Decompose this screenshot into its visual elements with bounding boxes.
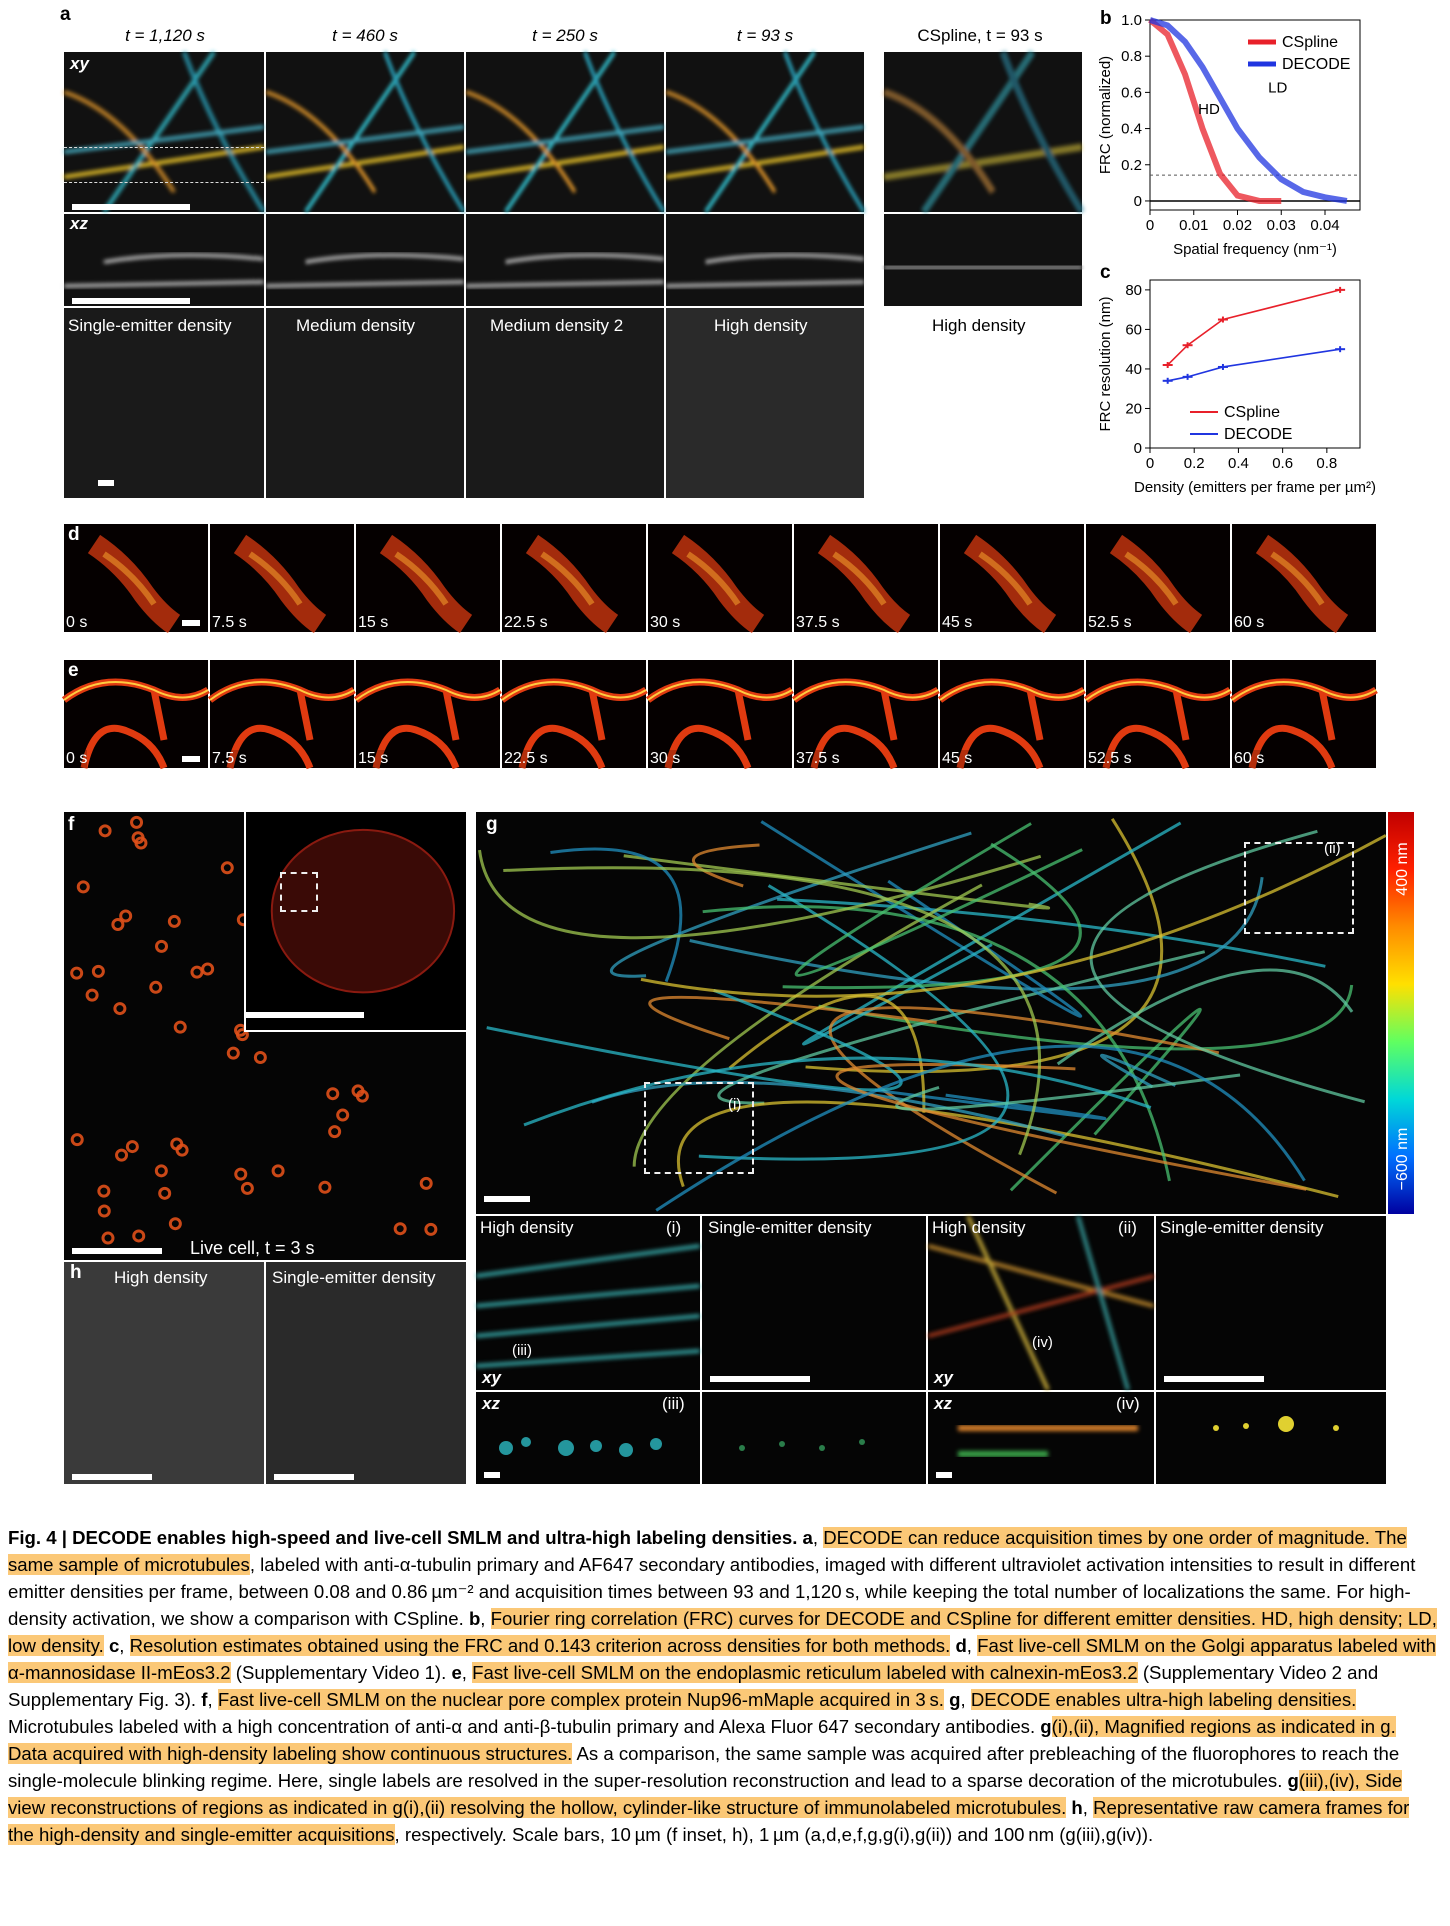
time-label: 22.5 s [504, 614, 548, 631]
scale-bar [72, 204, 190, 210]
golgi-frame [356, 524, 500, 632]
golgi-frame [1232, 524, 1376, 632]
panel-letter-e: e [68, 660, 79, 681]
frc-resolution-chart [1097, 266, 1400, 506]
golgi-frame [1086, 524, 1230, 632]
caption-letter: b [468, 1608, 481, 1629]
roi-i-high-density-xy [476, 1216, 700, 1390]
xy-label: xy [70, 54, 89, 73]
time-label: 30 s [650, 614, 681, 631]
roi-label-iv: (iv) [1032, 1334, 1053, 1351]
x-tick-label: 0.8 [1316, 455, 1338, 472]
y-tick-label: 20 [1125, 400, 1142, 418]
y-tick-label: 0.2 [1121, 156, 1142, 174]
scale-bar [274, 1474, 354, 1480]
legend-label: CSpline [1224, 404, 1281, 421]
caption-highlight: Fourier ring correlation (FRC) curves for DECODE and CSpline for different emitter densities. HD, high density; LD, low density. [8, 1608, 1437, 1656]
single-emitter-label: Single-emitter density [272, 1268, 436, 1287]
roi-label-iii: (iii) [662, 1394, 685, 1413]
caption-letter: g [949, 1689, 961, 1710]
single-emitter-label: Single-emitter density [1160, 1218, 1324, 1237]
high-density-label: High density [480, 1218, 574, 1237]
panel-letter-c: c [1100, 262, 1111, 283]
colorbar-bottom-label: −600 nm [1394, 1127, 1411, 1191]
caption-highlight: (i),(ii), Magnified regions as indicated in g. Data acquired with high-density labeling show continuous structures. [8, 1716, 1396, 1764]
live-cell-label: Live cell, t = 3 s [190, 1238, 315, 1258]
x-tick-label: 0.6 [1272, 455, 1294, 472]
scale-bar [72, 298, 190, 304]
caption-text: As a comparison, the same sample was acquired after prebleaching of the fluorophores to reach the single-molecule blinking regime. Here, single labels are resolved in the super-resolution reconstruction and lead to a sparse decoration of the microtubules. [8, 1743, 1400, 1791]
density-label: High density [932, 316, 1026, 335]
raw-frame-image [466, 308, 664, 498]
xy-label: xy [934, 1368, 953, 1387]
roi-label-ii: (ii) [1118, 1218, 1137, 1237]
caption-letter: e [451, 1662, 462, 1683]
cspline-xy-image [884, 52, 1082, 212]
y-tick-label: 80 [1125, 281, 1142, 299]
time-label: 45 s [942, 614, 973, 631]
x-tick-label: 0.02 [1222, 217, 1253, 234]
microtubule-xz-image [64, 214, 264, 306]
scale-bar [1164, 1376, 1264, 1382]
caption-highlight: DECODE enables ultra-high labeling densities. [970, 1689, 1357, 1710]
time-label: 45 s [942, 750, 973, 767]
scale-bar [182, 756, 200, 762]
time-label: 7.5 s [212, 750, 247, 767]
scale-bar [710, 1376, 810, 1382]
caption-text: , respectively. Scale bars, 10 µm (f inset, h), 1 µm (a,d,e,f,g,g(i),g(ii)) and 100 nm (g(iii),g(iv)). [394, 1824, 1154, 1845]
annotation-hd: HD [1198, 101, 1220, 119]
panel-letter-b: b [1100, 8, 1112, 29]
x-tick-label: 0.2 [1183, 455, 1205, 472]
scale-bar [98, 480, 114, 486]
roi-label-iv: (iv) [1116, 1394, 1140, 1413]
golgi-frame [502, 524, 646, 632]
density-label: Medium density 2 [490, 316, 624, 335]
column-title: t = 93 s [736, 26, 794, 45]
golgi-frame [210, 524, 354, 632]
high-density-label: High density [932, 1218, 1026, 1237]
y-tick-label: 40 [1125, 360, 1142, 378]
y-tick-label: 0.6 [1121, 84, 1142, 102]
roi-label-ii: (ii) [1324, 840, 1341, 857]
roi-iii-xz-high [476, 1392, 700, 1484]
frc-curve-chart [1097, 10, 1380, 260]
time-label: 37.5 s [796, 750, 840, 767]
caption-highlight: Fast live-cell SMLM on the endoplasmic reticulum labeled with calnexin-mEos3.2 [472, 1662, 1138, 1683]
caption-highlight: (iii),(iv), Side view reconstructions of regions as indicated in g(i),(ii) resolving the hollow, cylinder-like structure of immunolabeled microtubules. [8, 1770, 1403, 1818]
scale-bar [72, 1248, 162, 1254]
colorbar-top-label: 400 nm [1394, 842, 1411, 896]
time-label: 0 s [66, 750, 88, 767]
column-title: CSpline, t = 93 s [917, 26, 1043, 45]
x-tick-label: 0.04 [1310, 217, 1340, 234]
single-emitter-label: Single-emitter density [708, 1218, 872, 1237]
roi-ii-single-emitter-xy [1156, 1216, 1386, 1390]
golgi-frame [794, 524, 938, 632]
time-label: 60 s [1234, 750, 1265, 767]
microtubule-xz-image [666, 214, 864, 306]
er-frame [794, 660, 938, 768]
panel-letter-d: d [68, 524, 80, 545]
roi-i-single-emitter-xy [702, 1216, 926, 1390]
caption-letter: a [802, 1527, 813, 1548]
raw-frame-single-emitter [266, 1262, 466, 1484]
y-tick-label: 0.8 [1121, 48, 1142, 66]
er-frame [648, 660, 792, 768]
x-tick-label: 0.03 [1266, 217, 1296, 234]
nuclear-pore-image [64, 812, 466, 1260]
caption-highlight: Resolution estimates obtained using the FRC and 0.143 criterion across densities for both methods. [129, 1635, 951, 1656]
xy-label: xy [482, 1368, 501, 1387]
caption-text: Microtubules labeled with a high concentration of anti-α and anti-β-tubulin primary and Alexa Fluor 647 secondary antibodies. [8, 1716, 1041, 1737]
caption-letter: g [1040, 1716, 1052, 1737]
caption-text: (Supplementary Video 1). [230, 1662, 452, 1683]
golgi-frame [64, 524, 208, 632]
plot-frame [1150, 280, 1360, 448]
scale-bar [484, 1472, 500, 1478]
panel-letter-a: a [60, 4, 71, 25]
y-tick-label: 0 [1133, 440, 1142, 457]
x-tick-label: 0 [1145, 455, 1155, 472]
panel-letter-h: h [70, 1262, 82, 1283]
legend-label: DECODE [1224, 426, 1293, 443]
roi-iv-xz-single [1156, 1392, 1386, 1484]
roi-ii-high-density-xy [928, 1216, 1154, 1390]
annotation-ld: LD [1268, 79, 1288, 97]
time-label: 15 s [358, 750, 389, 767]
roi-label-i: (i) [666, 1218, 682, 1237]
x-axis-label: Spatial frequency (nm⁻¹) [1173, 241, 1337, 258]
er-frame [1232, 660, 1376, 768]
high-density-label: High density [114, 1268, 208, 1287]
roi-iii-xz-single [702, 1392, 926, 1484]
microtubule-overview [476, 812, 1386, 1214]
panel-letter-g: g [486, 814, 498, 835]
caption-highlight: DECODE can reduce acquisition times by one order of magnitude. The same sample of microtubules [8, 1527, 1407, 1575]
roi-label-i: (i) [728, 1096, 742, 1113]
y-tick-label: 60 [1125, 321, 1142, 339]
caption-letter: d [955, 1635, 967, 1656]
caption-letter: c [108, 1635, 120, 1656]
x-tick-label: 0 [1145, 217, 1155, 234]
figure-label: Fig. 4 | DECODE enables high-speed and live-cell SMLM and ultra-high labeling densities. [8, 1527, 798, 1548]
caption-highlight: Fast live-cell SMLM on the Golgi apparatus labeled with α-mannosidase II-mEos3.2 [8, 1635, 1437, 1683]
caption-text: (Supplementary Video 2 and Supplementary Fig. 3). [8, 1662, 1379, 1710]
x-tick-label: 0.4 [1227, 455, 1249, 472]
density-label: Single-emitter density [68, 316, 232, 335]
microtubule-xz-image [266, 214, 464, 306]
xz-label: xz [70, 214, 88, 233]
er-frame [1086, 660, 1230, 768]
legend-label: CSpline [1282, 34, 1339, 51]
y-tick-label: 1.0 [1121, 12, 1142, 29]
er-frame [64, 660, 208, 768]
microtubule-xz-image [466, 214, 664, 306]
time-label: 15 s [358, 614, 389, 631]
raw-frame-high-density [64, 1262, 264, 1484]
scale-bar [72, 1474, 152, 1480]
raw-frame-image [64, 308, 264, 498]
cspline-xz-image [884, 214, 1082, 306]
caption-highlight: Fast live-cell SMLM on the nuclear pore complex protein Nup96-mMaple acquired in 3 s. [217, 1689, 944, 1710]
roi-iv-xz-high [928, 1392, 1154, 1484]
x-tick-label: 0.01 [1179, 217, 1209, 234]
scale-bar [182, 620, 200, 626]
caption-letter: h [1071, 1797, 1083, 1818]
caption-text: , labeled with anti-α-tubulin primary and AF647 secondary antibodies, imaged with different ultraviolet activation intensities to result in different emitter densities per frame, between 0.08 and 0.86 µm⁻² and acquisition times between 93 and 1,120 s, while keeping the total number of localizations the same. For high-density activation, we show a comparison with CSpline. [8, 1554, 1416, 1629]
er-frame [940, 660, 1084, 768]
y-axis-label: FRC (normalized) [1097, 55, 1114, 175]
er-frame [210, 660, 354, 768]
x-axis-label: Density (emitters per frame per µm²) [1133, 479, 1377, 496]
nucleus-inset [244, 812, 466, 1032]
xz-label: xz [934, 1394, 952, 1413]
microtubule-xy-image [266, 52, 464, 212]
scale-bar [936, 1472, 952, 1478]
panel-letter-f: f [68, 814, 75, 835]
raw-frame-image [666, 308, 864, 498]
time-label: 37.5 s [796, 614, 840, 631]
roi-label-iii: (iii) [512, 1342, 532, 1359]
time-label: 60 s [1234, 614, 1265, 631]
time-label: 30 s [650, 750, 681, 767]
time-label: 22.5 s [504, 750, 548, 767]
series-line-DECODE [1168, 349, 1340, 381]
density-label: Medium density [296, 316, 416, 335]
column-title: t = 250 s [532, 26, 598, 45]
y-tick-label: 0.4 [1121, 120, 1142, 138]
xz-label: xz [482, 1394, 500, 1413]
y-tick-label: 0 [1133, 192, 1142, 210]
figure-caption: Fig. 4 | DECODE enables high-speed and live-cell SMLM and ultra-high labeling densities. a, DECODE can reduce acquisition times by one order of magnitude. The same sample of microtubules, labeled with anti-α-tubulin primary and AF647 secondary antibodies, imaged with different ultraviolet activation intensities to result in different emitter densities per frame, between 0.08 and 0.86 µm⁻² and acquisition times between 93 and 1,120 s, while keeping the total number of localizations the same. For high-density activation, we show a comparison with CSpline. b, Fourier ring correlation (FRC) curves for DECODE and CSpline for different emitter densities. HD, high density; LD, low density. c, Resolution estimates obtained using the FRC and 0.143 criterion across densities for both methods. d, Fast live-cell SMLM on the Golgi apparatus labeled with α-mannosidase II-mEos3.2 (Supplementary Video 1). e, Fast live-cell SMLM on the endoplasmic reticulum labeled with calnexin-mEos3.2 (Supplementary Video 2 and Supplementary Fig. 3). f, Fast live-cell SMLM on the nuclear pore complex protein Nup96-mMaple acquired in 3 s. g, DECODE enables ultra-high labeling densities. Microtubules labeled with a high concentration of anti-α and anti-β-tubulin primary and Alexa Fluor 647 secondary antibodies. g(i),(ii), Magnified regions as indicated in g. Data acquired with high-density labeling show continuous structures. As a comparison, the same sample was acquired after prebleaching of the fluorophores to reach the single-molecule blinking regime. Here, single labels are resolved in the super-resolution reconstruction and lead to a sparse decoration of the microtubules. g(iii),(iv), Side view reconstructions of regions as indicated in g(i),(ii) resolving the hollow, cylinder-like structure of immunolabeled microtubules. h, Representative raw camera frames for the high-density and single-emitter acquisitions, respectively. Scale bars, 10 µm (f inset, h), 1 µm (a,d,e,f,g,g(i),g(ii)) and 100 nm (g(iii),g(iv)). [8, 1527, 1437, 1845]
column-title: t = 1,120 s [125, 26, 205, 45]
time-label: 52.5 s [1088, 614, 1132, 631]
legend-label: DECODE [1282, 56, 1351, 73]
caption-highlight: Representative raw camera frames for the high-density and single-emitter acquisitions [8, 1797, 1410, 1845]
golgi-frame [648, 524, 792, 632]
y-axis-label: FRC resolution (nm) [1097, 296, 1114, 432]
caption-letter: f [201, 1689, 208, 1710]
golgi-frame [940, 524, 1084, 632]
density-label: High density [714, 316, 808, 335]
time-label: 52.5 s [1088, 750, 1132, 767]
microtubule-xy-image [666, 52, 864, 212]
er-frame [502, 660, 646, 768]
time-label: 7.5 s [212, 614, 247, 631]
raw-frame-image [266, 308, 464, 498]
microtubule-xy-image [466, 52, 664, 212]
scale-bar [484, 1196, 530, 1202]
column-title: t = 460 s [332, 26, 398, 45]
time-label: 0 s [66, 614, 88, 631]
microtubule-xy-image [64, 52, 264, 212]
caption-letter: g [1287, 1770, 1299, 1791]
er-frame [356, 660, 500, 768]
